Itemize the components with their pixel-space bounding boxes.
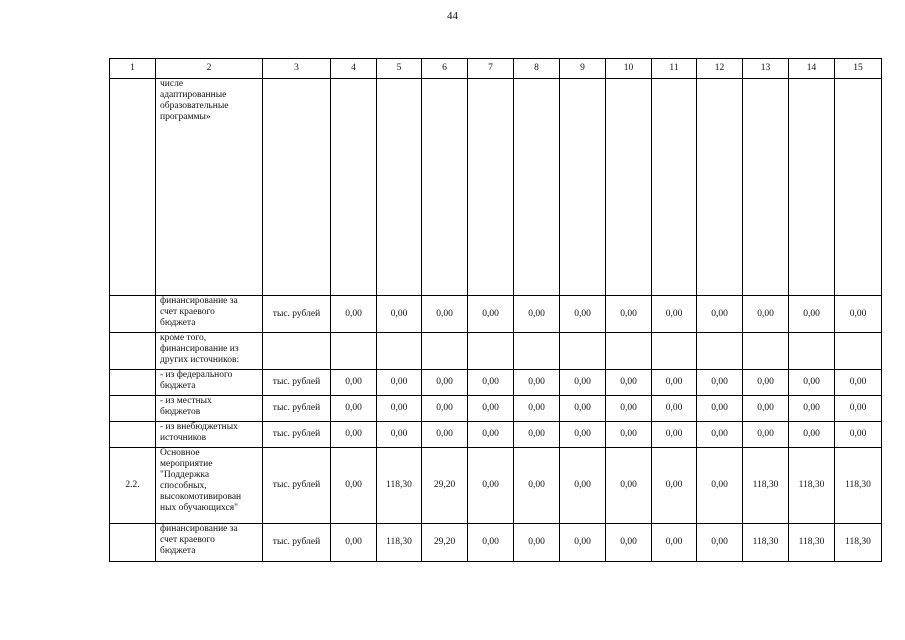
value-cell: 0,00 — [606, 396, 652, 422]
value-cell: 0,00 — [560, 296, 606, 333]
value-cell — [377, 79, 422, 296]
row-name: - из федерального бюджета — [156, 370, 263, 396]
value-cell — [560, 79, 606, 296]
value-cell — [835, 79, 882, 296]
row-unit: тыс. рублей — [263, 448, 331, 524]
value-cell: 0,00 — [835, 296, 882, 333]
value-cell: 0,00 — [652, 422, 697, 448]
table-row — [110, 296, 882, 333]
value-cell: 0,00 — [743, 296, 789, 333]
value-cell: 29,20 — [422, 524, 468, 562]
row-code — [110, 333, 156, 370]
value-cell: 0,00 — [560, 370, 606, 396]
value-cell: 0,00 — [468, 396, 514, 422]
value-cell: 0,00 — [560, 524, 606, 562]
value-cell: 0,00 — [377, 396, 422, 422]
value-cell: 0,00 — [697, 448, 743, 524]
value-cell — [789, 79, 835, 296]
column-header: 5 — [377, 59, 422, 79]
page-number: 44 — [447, 10, 458, 22]
value-cell: 0,00 — [422, 396, 468, 422]
value-cell: 0,00 — [560, 448, 606, 524]
column-header: 6 — [422, 59, 468, 79]
row-unit: тыс. рублей — [263, 370, 331, 396]
value-cell: 0,00 — [743, 396, 789, 422]
value-cell — [697, 333, 743, 370]
column-header: 15 — [835, 59, 882, 79]
value-cell — [422, 333, 468, 370]
column-header: 3 — [263, 59, 331, 79]
row-code — [110, 422, 156, 448]
value-cell: 0,00 — [514, 448, 560, 524]
table-row — [110, 333, 882, 370]
value-cell: 0,00 — [697, 370, 743, 396]
value-cell: 0,00 — [514, 396, 560, 422]
row-unit: тыс. рублей — [263, 524, 331, 562]
column-header: 14 — [789, 59, 835, 79]
value-cell — [377, 333, 422, 370]
column-header: 7 — [468, 59, 514, 79]
row-unit: тыс. рублей — [263, 422, 331, 448]
value-cell: 0,00 — [697, 396, 743, 422]
column-header: 8 — [514, 59, 560, 79]
value-cell: 0,00 — [743, 370, 789, 396]
value-cell: 0,00 — [468, 296, 514, 333]
row-code — [110, 524, 156, 562]
row-unit — [263, 79, 331, 296]
value-cell: 0,00 — [652, 396, 697, 422]
value-cell: 0,00 — [652, 370, 697, 396]
value-cell: 0,00 — [606, 370, 652, 396]
value-cell: 0,00 — [377, 422, 422, 448]
value-cell: 0,00 — [560, 396, 606, 422]
value-cell — [422, 79, 468, 296]
value-cell: 0,00 — [606, 422, 652, 448]
value-cell — [835, 333, 882, 370]
row-name: числе адаптированные образовательные программы» — [156, 79, 263, 296]
value-cell: 0,00 — [835, 422, 882, 448]
table-row — [110, 524, 882, 562]
value-cell: 0,00 — [514, 422, 560, 448]
row-code — [110, 79, 156, 296]
header-row — [110, 59, 882, 79]
value-cell: 118,30 — [743, 448, 789, 524]
value-cell — [331, 79, 377, 296]
value-cell — [743, 79, 789, 296]
value-cell: 0,00 — [697, 296, 743, 333]
value-cell: 118,30 — [835, 524, 882, 562]
value-cell: 0,00 — [697, 422, 743, 448]
value-cell: 0,00 — [514, 524, 560, 562]
value-cell: 118,30 — [377, 524, 422, 562]
value-cell: 0,00 — [652, 524, 697, 562]
value-cell: 0,00 — [331, 370, 377, 396]
table-row — [110, 79, 882, 296]
value-cell: 0,00 — [377, 296, 422, 333]
column-header: 11 — [652, 59, 697, 79]
row-name: финансирование за счет краевого бюджета — [156, 296, 263, 333]
value-cell — [697, 79, 743, 296]
budget-table — [109, 58, 882, 562]
value-cell: 0,00 — [422, 296, 468, 333]
value-cell: 118,30 — [835, 448, 882, 524]
value-cell: 0,00 — [606, 524, 652, 562]
value-cell — [514, 79, 560, 296]
value-cell: 0,00 — [468, 422, 514, 448]
value-cell: 118,30 — [743, 524, 789, 562]
value-cell: 0,00 — [468, 524, 514, 562]
table-row — [110, 370, 882, 396]
value-cell: 0,00 — [468, 370, 514, 396]
value-cell: 0,00 — [422, 370, 468, 396]
value-cell — [743, 333, 789, 370]
row-code: 2.2. — [110, 448, 156, 524]
column-header: 1 — [110, 59, 156, 79]
row-name: - из внебюджетных источников — [156, 422, 263, 448]
row-unit: тыс. рублей — [263, 296, 331, 333]
value-cell: 0,00 — [789, 296, 835, 333]
value-cell — [514, 333, 560, 370]
value-cell: 0,00 — [331, 296, 377, 333]
column-header: 2 — [156, 59, 263, 79]
table-row — [110, 396, 882, 422]
value-cell: 0,00 — [606, 448, 652, 524]
table-row — [110, 448, 882, 524]
value-cell: 0,00 — [789, 422, 835, 448]
column-header: 12 — [697, 59, 743, 79]
value-cell — [560, 333, 606, 370]
column-header: 9 — [560, 59, 606, 79]
value-cell: 0,00 — [514, 296, 560, 333]
value-cell: 0,00 — [560, 422, 606, 448]
value-cell: 0,00 — [743, 422, 789, 448]
row-code — [110, 296, 156, 333]
value-cell: 0,00 — [377, 370, 422, 396]
value-cell: 118,30 — [377, 448, 422, 524]
value-cell: 118,30 — [789, 448, 835, 524]
value-cell: 0,00 — [789, 396, 835, 422]
row-name: - из местных бюджетов — [156, 396, 263, 422]
value-cell: 0,00 — [697, 524, 743, 562]
value-cell: 29,20 — [422, 448, 468, 524]
table-row — [110, 422, 882, 448]
value-cell: 0,00 — [422, 422, 468, 448]
value-cell — [652, 79, 697, 296]
value-cell — [606, 79, 652, 296]
value-cell — [606, 333, 652, 370]
row-name: кроме того, финансирование из других источников: — [156, 333, 263, 370]
row-code — [110, 370, 156, 396]
value-cell: 0,00 — [331, 422, 377, 448]
value-cell — [789, 333, 835, 370]
value-cell: 0,00 — [606, 296, 652, 333]
value-cell: 0,00 — [789, 370, 835, 396]
column-header: 13 — [743, 59, 789, 79]
row-name: финансирование за счет краевого бюджета — [156, 524, 263, 562]
column-header: 4 — [331, 59, 377, 79]
value-cell: 0,00 — [331, 524, 377, 562]
value-cell: 0,00 — [835, 396, 882, 422]
value-cell — [331, 333, 377, 370]
row-unit — [263, 333, 331, 370]
value-cell — [652, 333, 697, 370]
value-cell: 0,00 — [468, 448, 514, 524]
value-cell: 0,00 — [652, 296, 697, 333]
value-cell: 0,00 — [835, 370, 882, 396]
row-unit: тыс. рублей — [263, 396, 331, 422]
value-cell — [468, 79, 514, 296]
value-cell: 0,00 — [331, 448, 377, 524]
row-code — [110, 396, 156, 422]
value-cell: 0,00 — [652, 448, 697, 524]
value-cell: 0,00 — [514, 370, 560, 396]
value-cell: 0,00 — [331, 396, 377, 422]
column-header: 10 — [606, 59, 652, 79]
row-name: Основное мероприятие "Поддержка способных, высокомотивирован ных обучающихся" — [156, 448, 263, 524]
value-cell — [468, 333, 514, 370]
value-cell: 118,30 — [789, 524, 835, 562]
